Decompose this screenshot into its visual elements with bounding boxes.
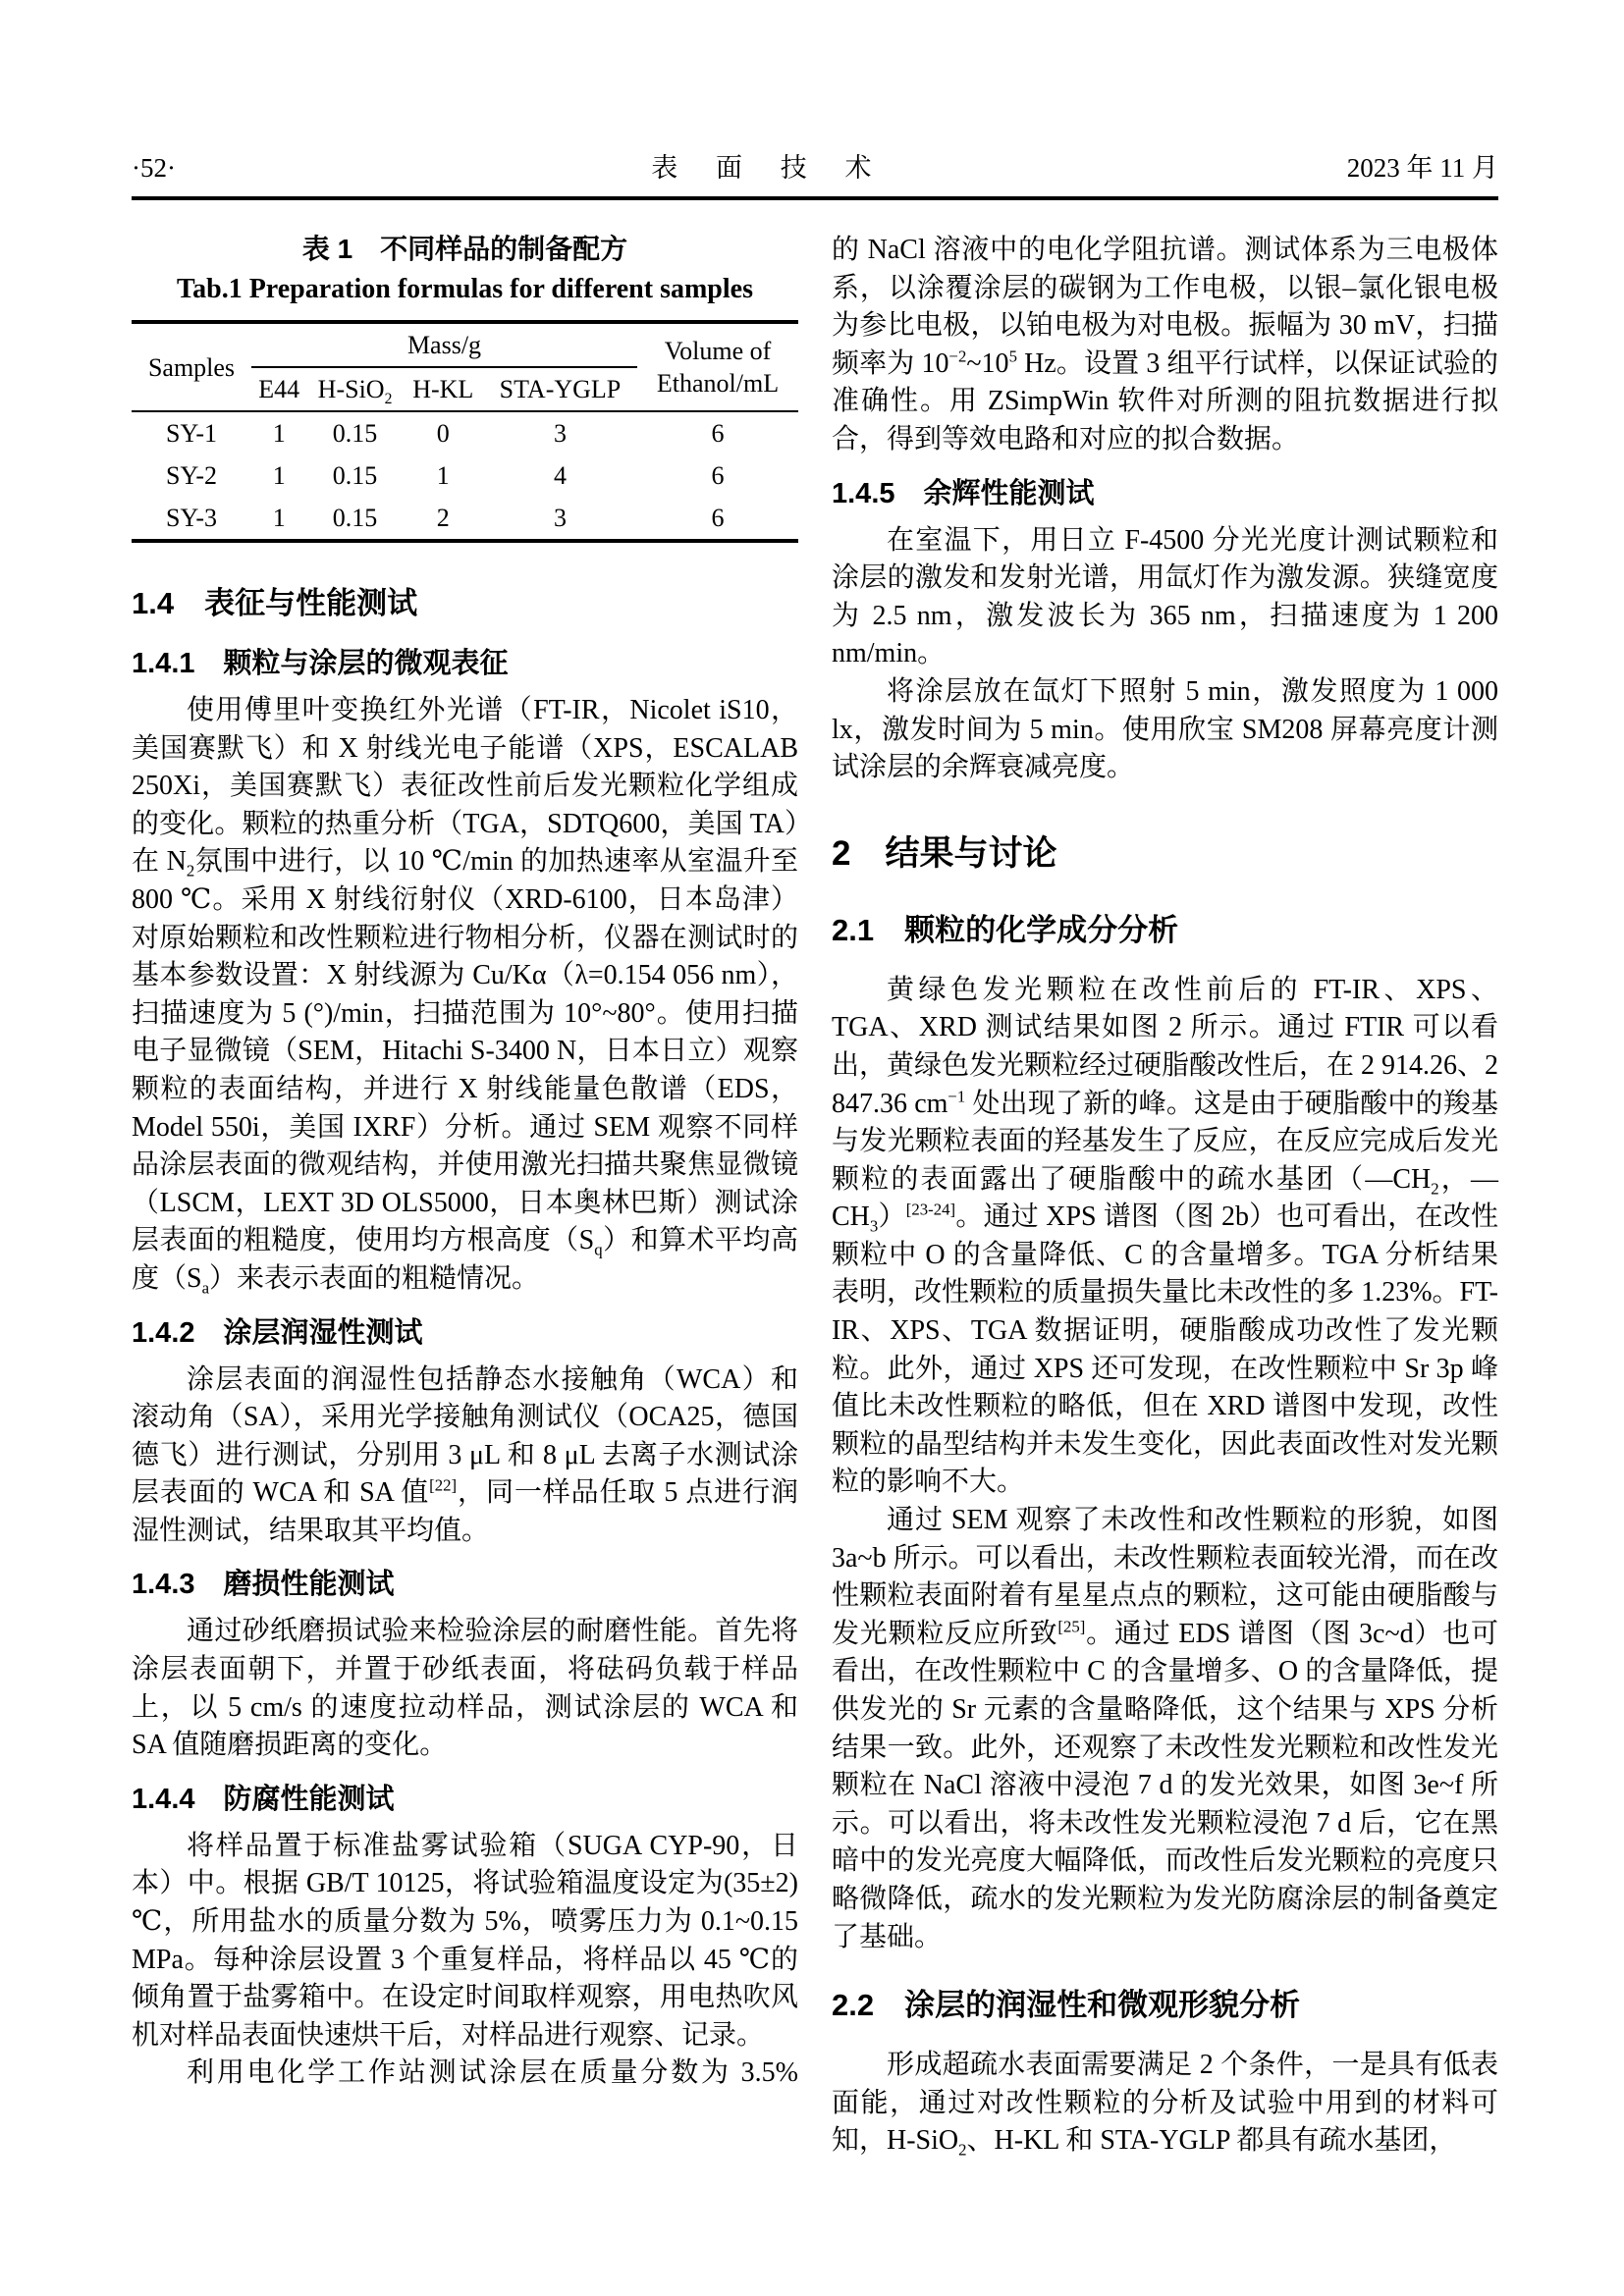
paragraph: 形成超疏水表面需要满足 2 个条件，一是具有低表面能，通过对改性颗粒的分析及试验中用到的材料可知，H-SiO$_2$、H-KL 和 STA-YGLP 都具有疏水基团， bbox=[832, 2050, 1498, 2160]
section-heading-2: 2 结果与讨论 bbox=[832, 833, 1057, 873]
column-header-e44: E44 bbox=[251, 367, 306, 411]
table-cell: 1 bbox=[272, 504, 286, 532]
table-cell: 0.15 bbox=[332, 419, 378, 448]
paragraph: 将样品置于标准盐雾试验箱（SUGA CYP-90，日本）中。根据 GB/T 10125，将试验箱温度设定为(35±2) ℃，所用盐水的质量分数为 5%，喷雾压力为 0.1~0.15 MPa。每种涂层设置 3 个重复样品，将样品以 45 ℃的倾角置于盐雾箱中。在设定时间取样观察，用电热吹风机对样品表面快速烘干后，对样品进行观察、记录。 bbox=[132, 1830, 798, 2051]
left-column bbox=[132, 232, 798, 2161]
table-cell: SY-1 bbox=[165, 419, 217, 448]
table-cell: 1 bbox=[436, 461, 450, 490]
paragraph: 黄绿色发光颗粒在改性前后的 FT-IR、XPS、TGA、XRD 测试结果如图 2 所示。通过 FTIR 可以看出，黄绿色发光颗粒经过硬脂酸改性后，在 2 914.26、2 847.36 $cm^{-1}$ 处出现了新的峰。这是由于硬脂酸中的羧基与发光颗粒表面的羟基发生了反应，在反应完成后发光颗粒的表面露出了硬脂酸中的疏水基团（$—CH_2$，$—CH_3)[23-24]$。通过 XPS 谱图（图 2b）也可看出，在改性颗粒中 O 的含量降低、C 的含量增多。TGA 分析结果表明，改性颗粒的质量损失量比未改性的多 1.23%。FT-IR、XPS、TGA 数据证明，硬脂酸成功改性了发光颗粒。此外，通过 XPS 还可发现，在改性颗粒中 Sr 3p 峰值比未改性颗粒的略低，但在 XRD 谱图中发现，改性颗粒的晶型结构并未发生变化，因此表面改性对发光颗粒的影响不大。 bbox=[832, 974, 1499, 1498]
section-heading-1-4: 1.4 表征与性能测试 bbox=[132, 586, 418, 620]
column-header-hsio2: H-SiO$_2$ bbox=[306, 367, 403, 411]
paragraph: 使用傅里叶变换红外光谱（FT-IR，Nicolet iS10，美国赛默飞）和 X 射线光电子能谱（XPS，ESCALAB 250Xi，美国赛默飞）表征改性前后发光颗粒化学组成的变化。颗粒的热重分析（TGA，SDTQ600，美国 TA）在 $N_2$氛围中进行，以 10 ℃/min 的加热速率从室温升至 800 ℃。采用 X 射线衍射仪（XRD-6100，日本岛津）对原始颗粒和改性颗粒进行物相分析，仪器在测试时的基本参数设置：X 射线源为 Cu/Kα（λ=0.154 056 nm），扫描速度为 5 (°)/min，扫描范围为 10°~80°。使用扫描电子显微镜（SEM，Hitachi S-3400 N，日本日立）观察颗粒的表面结构，并进行 X 射线能量色散谱（EDS，Model 550i，美国 IXRF）分析。通过 SEM 观察不同样品涂层表面的微观结构，并使用激光扫描共聚焦显微镜（LSCM，LEXT 3D OLS5000，日本奥林巴斯）测试涂层表面的粗糙度，使用均方根高度$(S_q)$和算术平均高度$(S_a)$来表示表面的粗糙情况。 bbox=[132, 695, 798, 1298]
paragraph: 利用电化学工作站测试涂层在质量分数为 3.5% bbox=[187, 2057, 798, 2089]
table-cell: 4 bbox=[553, 461, 567, 490]
page-number: ·52· bbox=[132, 153, 176, 183]
table-cell: 1 bbox=[272, 461, 286, 490]
page-body bbox=[132, 232, 1498, 2161]
paragraph: 将涂层放在氙灯下照射 5 min，激发照度为 1 000 lx，激发时间为 5 min。使用欣宝 SM208 屏幕亮度计测试涂层的余辉衰减亮度。 bbox=[832, 675, 1498, 783]
table-cell: 0.15 bbox=[332, 504, 378, 532]
table-cell: 0.15 bbox=[332, 461, 378, 490]
column-header-mass: Mass/g bbox=[251, 322, 637, 367]
table-cell: 1 bbox=[272, 419, 286, 448]
paragraph: 的 NaCl 溶液中的电化学阻抗谱。测试体系为三电极体系，以涂覆涂层的碳钢为工作电极，以银–氯化银电极为参比电极，以铂电极为对电极。振幅为 30 mV，扫描频率为 $10^{-2}\sim 10^5$ Hz。设置 3 组平行试样，以保证试验的准确性。用 ZSimpWin 软件对所测的阻抗数据进行拟合，得到等效电路和对应的拟合数据。 bbox=[832, 235, 1498, 454]
section-heading-2-1: 2.1 颗粒的化学成分分析 bbox=[832, 912, 1179, 947]
table-1 bbox=[132, 320, 798, 543]
section-heading-1-4-3: 1.4.3 磨损性能测试 bbox=[132, 1569, 395, 1601]
paragraph: 通过砂纸磨损试验来检验涂层的耐磨性能。首先将涂层表面朝下，并置于砂纸表面，将砝码负载于样品上，以 5 cm/s 的速度拉动样品，测试涂层的 WCA 和 SA 值随磨损距离的变化。 bbox=[132, 1616, 798, 1761]
right-column bbox=[832, 232, 1498, 2161]
table-row bbox=[132, 497, 798, 541]
table-title-en: Tab.1 Preparation formulas for different samples bbox=[177, 274, 753, 304]
table-cell: 2 bbox=[436, 504, 450, 532]
paragraph: 通过 SEM 观察了未改性和改性颗粒的形貌，如图 3a~b 所示。可以看出，未改性颗粒表面较光滑，而在改性颗粒表面附着有星星点点的颗粒，这可能由硬脂酸与发光颗粒反应所致[25]。通过 EDS 谱图（图 3c~d）也可看出，在改性颗粒中 C 的含量增多、O 的含量降低，提供发光的 Sr 元素的含量略降低，这个结果与 XPS 分析结果一致。此外，还观察了未改性发光颗粒和改性发光颗粒在 NaCl 溶液中浸泡 7 d 的发光效果，如图 3e~f 所示。可以看出，将未改性发光颗粒浸泡 7 d 后，它在黑暗中的发光亮度大幅降低，而改性后发光颗粒的亮度只略微降低，疏水的发光颗粒为发光防腐涂层的制备奠定了基础。 bbox=[832, 1505, 1498, 1952]
page-header bbox=[132, 153, 1498, 183]
column-header-samples: Samples bbox=[132, 322, 251, 411]
column-header-stayglp: STA-YGLP bbox=[483, 367, 637, 411]
section-heading-1-4-2: 1.4.2 涂层润湿性测试 bbox=[132, 1316, 423, 1349]
table-cell: SY-3 bbox=[165, 504, 217, 532]
table-cell: 3 bbox=[553, 504, 567, 532]
paragraph: 在室温下，用日立 F-4500 分光光度计测试颗粒和涂层的激发和发射光谱，用氙灯作为激发源。狭缝宽度为 2.5 nm，激发波长为 365 nm，扫描速度为 1 200 nm/min。 bbox=[832, 524, 1498, 669]
table-cell: 6 bbox=[711, 504, 725, 532]
table-header-row-1 bbox=[132, 322, 798, 367]
column-header-hkl: H-KL bbox=[404, 367, 483, 411]
table-cell: SY-2 bbox=[165, 461, 217, 490]
column-header-volume: Volume of Ethanol/mL bbox=[637, 322, 798, 411]
table-cell: 6 bbox=[711, 461, 725, 490]
table-row bbox=[132, 454, 798, 497]
section-heading-1-4-1: 1.4.1 颗粒与涂层的微观表征 bbox=[132, 648, 509, 679]
issue-date: 2023 年 11 月 bbox=[1346, 153, 1498, 183]
table-cell: 0 bbox=[436, 419, 450, 448]
header-rule bbox=[132, 196, 1498, 200]
table-row bbox=[132, 411, 798, 454]
table-cell: 6 bbox=[711, 419, 725, 448]
journal-title: 表 面 技 术 bbox=[651, 153, 888, 183]
section-heading-1-4-5: 1.4.5 余辉性能测试 bbox=[832, 477, 1095, 509]
paragraph: 涂层表面的润湿性包括静态水接触角（WCA）和滚动角（SA），采用光学接触角测试仪（OCA25，德国德飞）进行测试，分别用 3 μL 和 8 μL 去离子水测试涂层表面的 WCA 和 SA 值[22]，同一样品任取 5 点进行润湿性测试，结果取其平均值。 bbox=[132, 1363, 798, 1546]
table-cell: 3 bbox=[553, 419, 567, 448]
table-title-zh: 表 1 不同样品的制备配方 bbox=[301, 234, 628, 264]
section-heading-2-2: 2.2 涂层的润湿性和微观形貌分析 bbox=[832, 1988, 1301, 2023]
section-heading-1-4-4: 1.4.4 防腐性能测试 bbox=[132, 1783, 395, 1815]
